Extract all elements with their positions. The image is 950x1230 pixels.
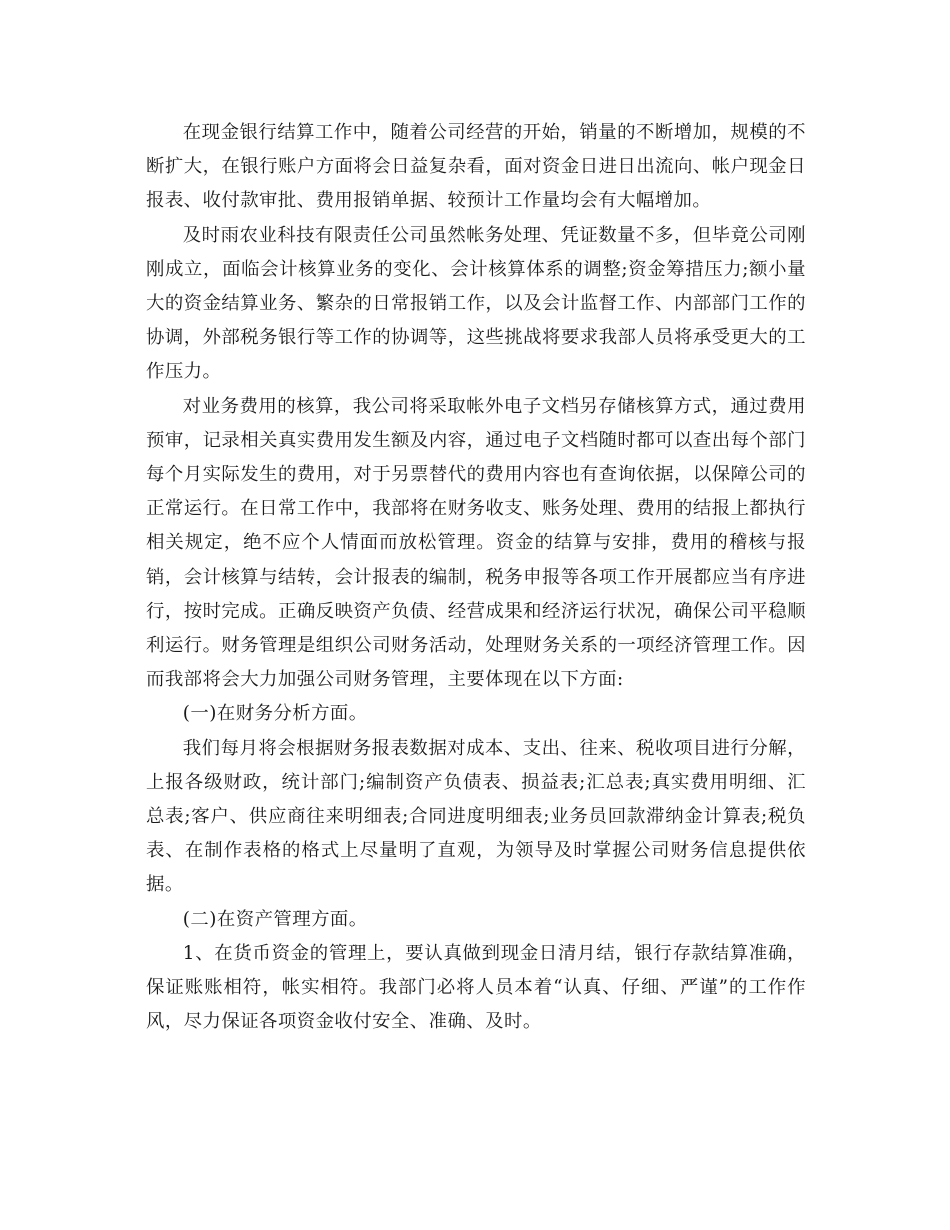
paragraph-expense-accounting: 对业务费用的核算，我公司将采取帐外电子文档另存储核算方式，通过费用预审，记录相关真实费用发生额及内容，通过电子文档随时都可以查出每个部门每个月实际发生的费用，对于另票替代的费用内容也有查询依据，以保障公司的正常运行。在日常工作中，我部将在财务收支、账务处理、费用的结报上都执行相关规定，绝不应个人情面而放松管理。资金的结算与安排，费用的稽核与报销，会计核算与结转，会计报表的编制，税务申报等各项工作开展都应当有序进行，按时完成。正确反映资产负债、经营成果和经济运行状况，确保公司平稳顺利运行。财务管理是组织公司财务活动，处理财务关系的一项经济管理工作。因而我部将会大力加强公司财务管理，主要体现在以下方面: bbox=[146, 395, 806, 691]
paragraph-cash-settlement: 在现金银行结算工作中，随着公司经营的开始，销量的不断增加，规模的不断扩大，在银行账户方面将会日益复杂看，面对资金日进日出流向、帐户现金日报表、收付款审批、费用报销单据、较预计工作量均会有大幅增加。 bbox=[146, 122, 806, 212]
document-body bbox=[146, 116, 806, 1039]
paragraph-monetary-funds: 1、在货币资金的管理上，要认真做到现金日清月结，银行存款结算准确，保证账账相符，帐实相符。我部门必将人员本着“认真、仔细、严谨”的工作作风，尽力保证各项资金收付安全、准确、及时。 bbox=[146, 942, 806, 1033]
section-heading-asset-management: (二)在资产管理方面。 bbox=[182, 908, 368, 930]
paragraph-monthly-reports: 我们每月将会根据财务报表数据对成本、支出、往来、税收项目进行分解，上报各级财政，统计部门;编制资产负债表、损益表;汇总表;真实费用明细、汇总表;客户、供应商往来明细表;合同进度明细表;业务员回款滞纳金计算表;税负表、在制作表格的格式上尽量明了直观，为领导及时掌握公司财务信息提供依据。 bbox=[146, 737, 806, 896]
section-heading-financial-analysis: (一)在财务分析方面。 bbox=[182, 703, 368, 725]
paragraph-company-challenges: 及时雨农业科技有限责任公司虽然帐务处理、凭证数量不多，但毕竟公司刚刚成立，面临会计核算业务的变化、会计核算体系的调整;资金筹措压力;额小量大的资金结算业务、繁杂的日常报销工作，以及会计监督工作、内部部门工作的协调，外部税务银行等工作的协调等，这些挑战将要求我部人员将承受更大的工作压力。 bbox=[146, 224, 806, 383]
